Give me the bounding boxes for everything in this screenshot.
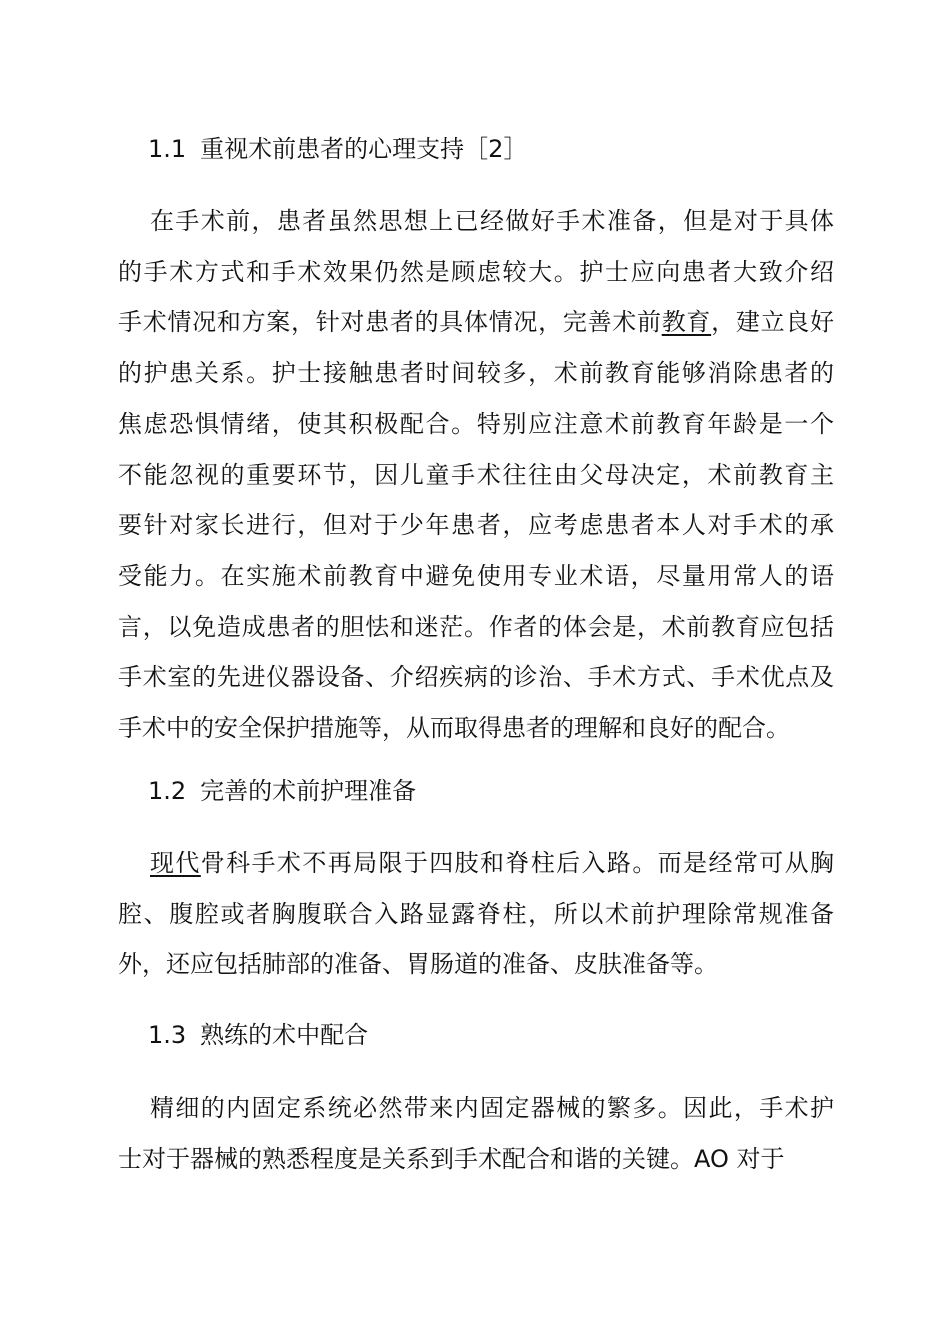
section-title: 熟练的术中配合 bbox=[200, 1021, 369, 1049]
paragraph-line: 在手术前，患者虽然思想上已经做好手术准备，但是对于具体 bbox=[150, 207, 834, 235]
paragraph-1-1 bbox=[118, 196, 834, 754]
paragraph-line: 士对于器械的熟悉程度是关系到手术配合和谐的关键。AO 对于 bbox=[118, 1144, 785, 1173]
section-heading-1-3 bbox=[148, 1019, 368, 1051]
paragraph-text: ，建立良好 bbox=[711, 308, 835, 337]
underlined-link-modern[interactable]: 现代 bbox=[150, 849, 201, 877]
paragraph-1-2 bbox=[118, 838, 834, 990]
paragraph-line bbox=[118, 297, 834, 348]
section-title: 重视术前患者的心理支持［2］ bbox=[200, 135, 528, 163]
paragraph-line: 腔、腹腔或者胸腹联合入路显露脊柱，所以术前护理除常规准备 bbox=[118, 899, 834, 928]
paragraph-line: 焦虑恐惧情绪，使其积极配合。特别应注意术前教育年龄是一个 bbox=[118, 409, 834, 438]
paragraph-line: 的手术方式和手术效果仍然是顾虑较大。护士应向患者大致介绍 bbox=[118, 257, 834, 286]
section-number: 1.2 bbox=[148, 777, 187, 805]
paragraph-line: 不能忽视的重要环节，因儿童手术往往由父母决定，术前教育主 bbox=[118, 460, 834, 489]
paragraph-text: 手术情况和方案，针对患者的具体情况，完善术前 bbox=[118, 308, 662, 337]
paragraph-line: 精细的内固定系统必然带来内固定器械的繁多。因此，手术护 bbox=[150, 1094, 834, 1122]
section-heading-1-1 bbox=[148, 133, 527, 165]
paragraph-line: 言，以免造成患者的胆怯和迷茫。作者的体会是，术前教育应包括 bbox=[118, 612, 834, 641]
paragraph-line: 外，还应包括肺部的准备、胃肠道的准备、皮肤准备等。 bbox=[118, 950, 718, 979]
paragraph-line: 要针对家长进行，但对于少年患者，应考虑患者本人对手术的承 bbox=[118, 511, 834, 540]
paragraph-line: 的护患关系。护士接触患者时间较多，术前教育能够消除患者的 bbox=[118, 359, 834, 388]
paragraph-line: 手术中的安全保护措施等，从而取得患者的理解和良好的配合。 bbox=[118, 714, 790, 743]
section-title: 完善的术前护理准备 bbox=[200, 777, 417, 805]
section-number: 1.1 bbox=[148, 135, 187, 163]
paragraph-1-3 bbox=[118, 1083, 834, 1184]
paragraph-line: 受能力。在实施术前教育中避免使用专业术语，尽量用常人的语 bbox=[118, 561, 834, 590]
section-number: 1.3 bbox=[148, 1021, 187, 1049]
section-heading-1-2 bbox=[148, 775, 416, 807]
underlined-link-education[interactable]: 教育 bbox=[661, 308, 712, 337]
paragraph-text: 骨科手术不再局限于四肢和脊柱后入路。而是经常可从胸 bbox=[200, 849, 835, 877]
paragraph-line bbox=[118, 838, 834, 889]
paragraph-line: 手术室的先进仪器设备、介绍疾病的诊治、手术方式、手术优点及 bbox=[118, 663, 834, 692]
